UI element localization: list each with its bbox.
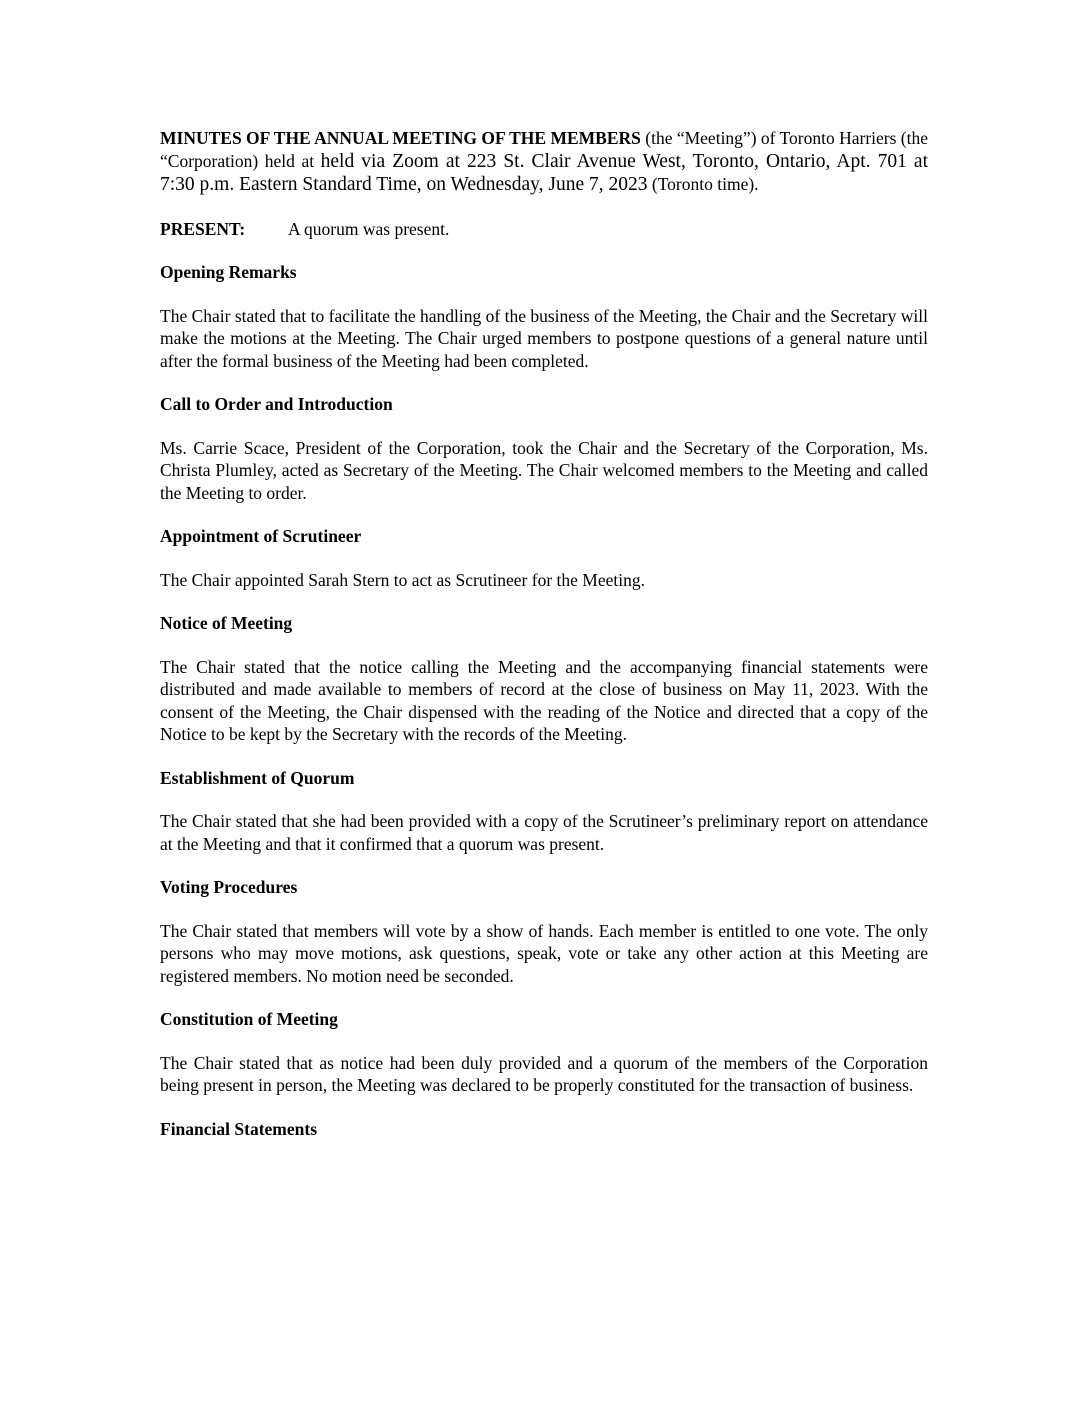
section-heading-scrutineer: Appointment of Scrutineer: [160, 526, 362, 546]
section-heading-opening-remarks: Opening Remarks: [160, 262, 297, 282]
section-body-scrutineer: The Chair appointed Sarah Stern to act as Scrutineer for the Meeting.: [160, 569, 645, 590]
intro-text-b: held via Zoom at 223 St. Clair Avenue West, Toronto, Ontario, Apt. 701 at 7:30 p.m. Eastern Standard Time, on Wednesday, June 7, 2023: [160, 150, 928, 195]
section-body-quorum: The Chair stated that she had been provided with a copy of the Scrutineer’s preliminary report on attendance at the Meeting and that it confirmed that a quorum was present.: [160, 811, 928, 854]
section-body-constitution: The Chair stated that as notice had been duly provided and a quorum of the members of the Corporation being present in person, the Meeting was declared to be properly constituted for the transaction of business.: [160, 1052, 928, 1095]
section-body-call-to-order: Ms. Carrie Scace, President of the Corporation, took the Chair and the Secretary of the Corporation, Ms. Christa Plumley, acted as Secretary of the Meeting. The Chair welcomed members to the Meeting and called the Meeting to order.: [160, 437, 928, 503]
section-heading-quorum: Establishment of Quorum: [160, 767, 355, 788]
present-line: [160, 218, 928, 241]
section-heading-financial-statements: Financial Statements: [160, 1118, 318, 1139]
intro-text-a: (the “Meeting”) of Toronto Harriers (the “Corporation) held at: [160, 128, 928, 171]
intro-text-c: (Toronto time).: [647, 174, 759, 194]
section-body-opening-remarks: The Chair stated that to facilitate the handling of the business of the Meeting, the Chair and the Secretary will make the motions at the Meeting. The Chair urged members to postpone questions of a general nature until after the formal business of the Meeting had been completed.: [160, 305, 928, 371]
section-heading-notice: Notice of Meeting: [160, 613, 293, 633]
section-body-voting: The Chair stated that members will vote by a show of hands. Each member is entitled to one vote. The only persons who may move motions, ask questions, speak, vote or take any other action at this Meeting are registered members. No motion need be seconded.: [160, 920, 928, 986]
minutes-title: MINUTES OF THE ANNUAL MEETING OF THE MEMBERS: [160, 128, 641, 148]
section-heading-constitution: Constitution of Meeting: [160, 1009, 338, 1029]
present-text: A quorum was present.: [288, 218, 450, 239]
section-heading-voting: Voting Procedures: [160, 877, 298, 897]
intro-paragraph: [160, 127, 928, 197]
section-heading-call-to-order: Call to Order and Introduction: [160, 394, 393, 414]
present-label: PRESENT:: [160, 218, 246, 239]
document-page: [160, 127, 928, 1161]
section-body-notice: The Chair stated that the notice calling the Meeting and the accompanying financial statements were distributed and made available to members of record at the close of business on May 11, 2023. With the consent of the Meeting, the Chair dispensed with the reading of the Notice and directed that a copy of the Notice to be kept by the Secretary with the records of the Meeting.: [160, 656, 928, 744]
